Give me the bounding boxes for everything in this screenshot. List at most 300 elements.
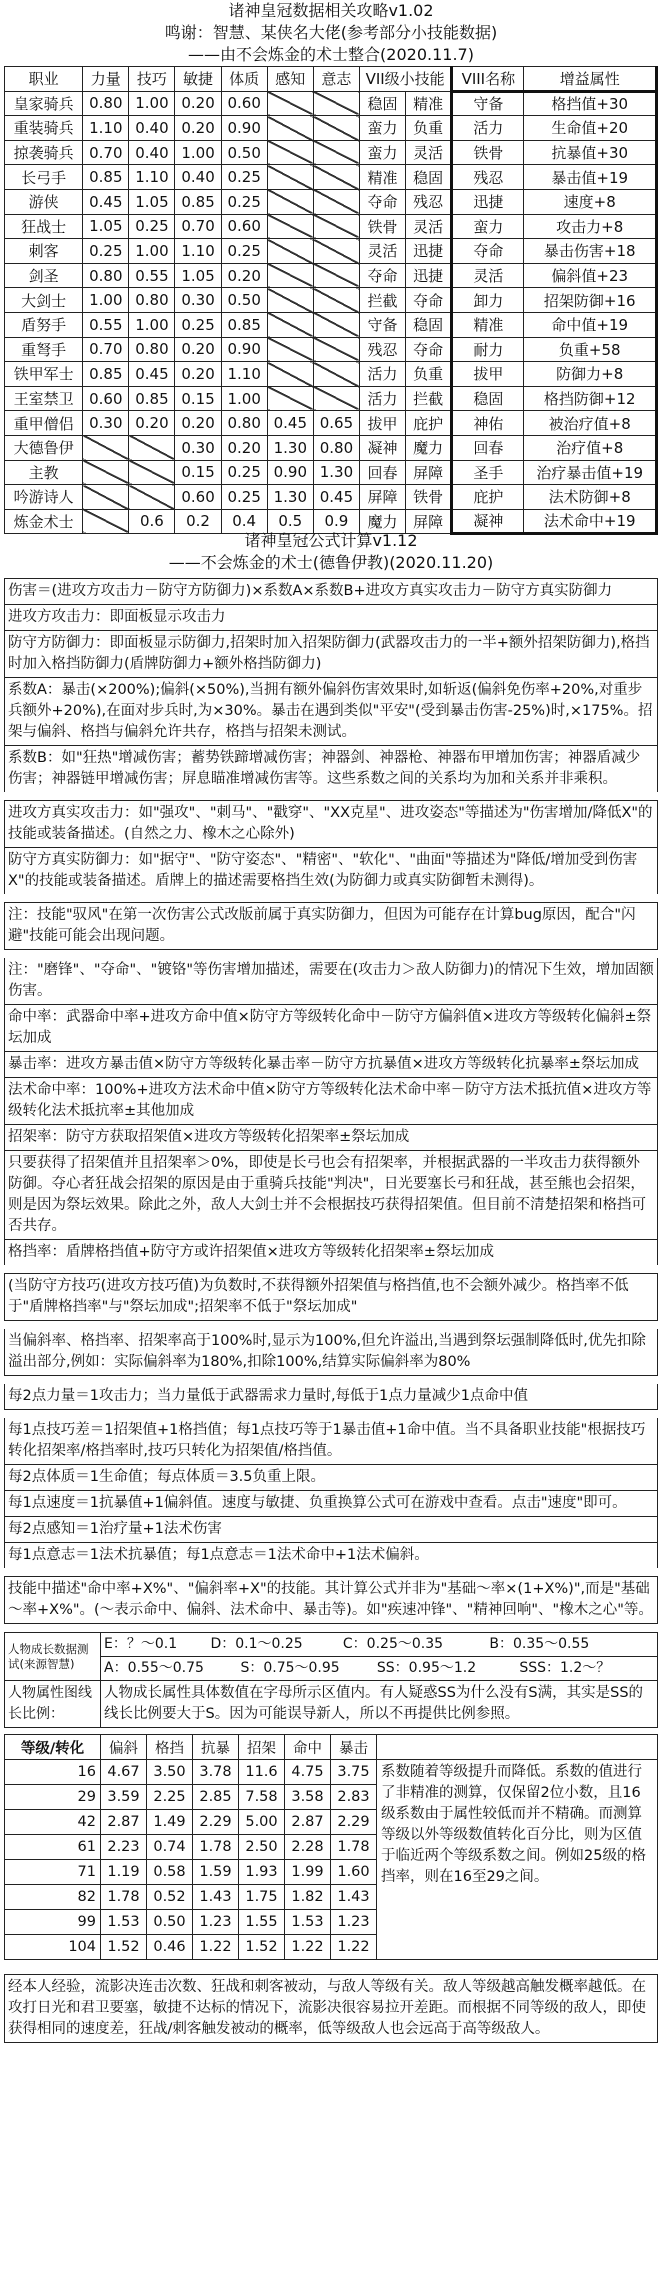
t1-row [5,411,657,436]
t1-cell: 夺命 [406,337,452,362]
t1-header-cell: 力量 [83,67,129,92]
formula-paragraph: (当防守方技巧(进攻方技巧值)为负数时,不获得额外招架值与格挡值,也不会额外减少。格挡率不低于"盾牌格挡率"与"祭坛加成";招架率不低于"祭坛加成" [4,1273,658,1321]
t1-cell: 0.90 [221,337,267,362]
formula-paragraph: 每2点感知＝1治疗量+1法术伤害 [4,1516,658,1542]
t1-cell: 0.20 [175,116,221,141]
t1-cell: 0.80 [83,263,129,288]
t1-cell: 拦截 [359,288,405,313]
t1-header-cell: VII级小技能 [359,67,451,92]
t3-cell: 0.52 [147,1885,193,1910]
t1-cell [313,165,359,190]
t3-header-cell: 暴击 [331,1735,377,1760]
t3-cell: 3.75 [331,1760,377,1785]
t1-cell: 法术命中+19 [524,509,657,534]
t1-cell: 炼金术士 [5,509,83,534]
t1-cell [129,460,175,485]
t1-cell [313,140,359,165]
t1-cell: 耐力 [452,337,524,362]
formula-paragraph: 系数A：暴击(×200%);偏斜(×50%),当拥有额外偏斜伤害效果时,如斩返(偏斜免伤率+20%,对重步兵额外+20%),在面对步兵时,为×30%。暴击在遇到类似"平安"(受到暴击伤害-25%)时,×175%。招架与偏斜、格挡与偏斜允许共存，格挡与招架未测试。 [4,677,658,745]
t1-row [5,312,657,337]
t1-cell: 生命值+20 [524,116,657,141]
t1-cell: 迅捷 [406,263,452,288]
t1-cell: 1.00 [83,288,129,313]
t1-cell: 0.80 [129,288,175,313]
t1-cell: 0.85 [129,386,175,411]
t1-cell: 蛮力 [359,140,405,165]
t1-cell: 0.9 [313,509,359,534]
conversion-note: 系数随着等级提升而降低。系数的值进行了非精准的测算，仅保留2位小数，且16级系数由于属性较低而并不精确。而测算等级以外等级数值转化百分比，则为区值于临近两个等级系数之间。例如25级的格挡率，则在16至29之间。 [377,1760,658,1960]
t1-cell: 0.60 [221,91,267,116]
t1-cell: 格挡值+30 [524,91,657,116]
formula-paragraph: 命中率：武器命中率+进攻方命中值×防守方等级转化命中－防守方偏斜值×进攻方等级转化偏斜±祭坛加成 [4,1005,658,1051]
t1-header-cell: 敏捷 [175,67,221,92]
t1-cell: 0.85 [175,189,221,214]
t1-cell: 0.25 [221,189,267,214]
t1-cell: 灵活 [406,214,452,239]
t1-cell: 0.15 [175,386,221,411]
footer-note: 经本人经验，流影决连击次数、狂战和刺客被动，与敌人等级有关。敌人等级越高触发概率越低。在攻打日光和君卫要塞，敏捷不达标的情况下，流影决很容易拉开差距。而根据不同等级的敌人，即使获得相同的速度差，狂战/刺客触发被动的概率，低等级敌人也会远高于高等级敌人。 [4,1974,658,2043]
t1-row [5,214,657,239]
t1-cell: 0.40 [129,116,175,141]
t3-cell: 2.29 [193,1810,239,1835]
t3-cell: 3.78 [193,1760,239,1785]
t1-cell: 0.70 [83,140,129,165]
t1-cell: 治疗暴击值+19 [524,460,657,485]
t1-cell: 0.5 [267,509,313,534]
t1-header-cell: 增益属性 [524,67,657,92]
t1-row [5,386,657,411]
t3-cell: 104 [5,1935,101,1960]
acknowledgement: 鸣谢：智慧、某侠名大佬(参考部分小技能数据) [164,23,498,42]
growth-tiers-row-1 [101,1633,658,1657]
t1-cell: 暴击值+19 [524,165,657,190]
t1-cell: 精准 [406,91,452,116]
formula-paragraph: 每1点技巧差＝1招架值+1格挡值；每1点技巧等于1暴击值+1命中值。当不具备职业技能"根据技巧转化招架率/格挡率时,技巧只转化为招架值/格挡值。 [4,1418,658,1465]
formula-paragraph: 技能中描述"命中率+X%"、"偏斜率+X"的技能。其计算公式并非为"基础～率×(1+X%)",而是"基础～率+X%"。(～表示命中、偏斜、法术命中、暴击等)。如"疾速冲锋"、"精神回响"、"橡木之心"等。 [4,1576,658,1624]
t3-header-cell: 命中 [285,1735,331,1760]
t3-cell: 1.22 [285,1935,331,1960]
t3-cell: 1.55 [239,1910,285,1935]
t1-cell: 1.00 [129,91,175,116]
t1-cell: 格挡防御+12 [524,386,657,411]
t1-cell: 庇护 [406,411,452,436]
t1-cell: 王室禁卫 [5,386,83,411]
t1-row [5,460,657,485]
t1-cell: 命中值+19 [524,312,657,337]
t1-cell [83,485,129,510]
t1-cell: 抗暴值+30 [524,140,657,165]
t3-header-cell: 偏斜 [101,1735,147,1760]
t1-cell: 蛮力 [359,116,405,141]
t1-cell: 铁甲军士 [5,362,83,387]
t1-cell: 拔甲 [359,411,405,436]
t1-cell: 屏障 [406,509,452,534]
formula-paragraph: 暴击率：进攻方暴击值×防守方等级转化暴击率－防守方抗暴值×进攻方等级转化抗暴率±祭坛加成 [4,1051,658,1077]
t1-cell: 负重 [406,362,452,387]
t1-cell: 稳固 [359,91,405,116]
t1-cell: 0.2 [175,509,221,534]
t1-cell: 1.05 [83,214,129,239]
t1-row [5,337,657,362]
t1-cell: 重装骑兵 [5,116,83,141]
t1-cell: 暴击伤害+18 [524,239,657,264]
t1-row [5,165,657,190]
t1-cell: 0.50 [221,288,267,313]
t3-cell: 1.78 [331,1835,377,1860]
t1-cell: 卸力 [452,288,524,313]
tier-e: E：？～0.1 [104,1636,178,1652]
t1-header-cell: 技巧 [129,67,175,92]
t1-cell: 游侠 [5,189,83,214]
t3-cell: 11.6 [239,1760,285,1785]
t1-row [5,239,657,264]
t3-cell: 1.93 [239,1860,285,1885]
t1-cell [267,337,313,362]
t3-cell: 1.19 [101,1860,147,1885]
growth-label-2: 人物属性图线长比例： [5,1681,101,1728]
formula-paragraph: 格挡率：盾牌格挡值+防守方或许招架值×进攻方等级转化招架率±祭坛加成 [4,1239,658,1265]
t3-header-cell: 格挡 [147,1735,193,1760]
t1-cell: 0.20 [175,91,221,116]
t3-cell: 1.82 [285,1885,331,1910]
t1-cell: 0.15 [175,460,221,485]
t1-cell: 0.90 [267,460,313,485]
t1-cell: 0.65 [313,411,359,436]
t3-cell: 1.53 [101,1910,147,1935]
t1-cell: 1.00 [129,312,175,337]
t1-cell: 残忍 [406,189,452,214]
t1-cell: 守备 [452,91,524,116]
t1-cell: 1.30 [313,460,359,485]
t1-cell: 0.45 [313,485,359,510]
t1-cell: 被治疗值+8 [524,411,657,436]
t3-cell: 42 [5,1810,101,1835]
t1-cell: 0.40 [175,165,221,190]
formula-paragraph: 只要获得了招架值并且招架率＞0%，即使是长弓也会有招架率，并根据武器的一半攻击力获得额外防御。夺心者狂战会招架的原因是由于重骑兵技能"判决"，日光要塞长弓和狂战，甚至熊也会招架，则是因为祭坛效果。除此之外，敌人大剑士并不会根据技巧获得招架值。但目前不清楚招架和格挡可否共存。 [4,1150,658,1239]
t3-cell: 0.58 [147,1860,193,1885]
t3-cell: 1.49 [147,1810,193,1835]
t1-cell: 夺命 [452,239,524,264]
t1-cell: 0.60 [221,214,267,239]
t1-cell: 庇护 [452,485,524,510]
author-line-1: ——由不会炼金的术士整合(2020.11.7) [188,45,474,64]
t3-cell: 3.58 [285,1785,331,1810]
t1-row [5,288,657,313]
formula-paragraph: 每2点力量＝1攻击力；当力量低于武器需求力量时,每低于1点力量减少1点命中值 [4,1384,658,1410]
t1-cell: 屏障 [359,485,405,510]
t3-cell: 2.87 [101,1810,147,1835]
t1-cell: 拔甲 [452,362,524,387]
t1-cell: 0.90 [221,116,267,141]
t1-cell: 迅捷 [452,189,524,214]
tier-b: B：0.35～0.55 [489,1636,590,1652]
t1-cell: 铁骨 [359,214,405,239]
t1-cell: 精准 [359,165,405,190]
t1-row [5,263,657,288]
t1-cell [267,91,313,116]
t1-cell [313,288,359,313]
t3-cell: 1.78 [101,1885,147,1910]
t1-cell: 1.00 [129,239,175,264]
t1-cell: 偏斜值+23 [524,263,657,288]
t3-cell: 0.74 [147,1835,193,1860]
t1-cell [129,485,175,510]
t1-cell: 0.25 [221,485,267,510]
t1-cell: 重甲僧侣 [5,411,83,436]
t1-cell: 精准 [452,312,524,337]
t3-cell: 5.00 [239,1810,285,1835]
t3-cell: 2.50 [239,1835,285,1860]
t1-cell [313,362,359,387]
tier-a: A：0.55～0.75 [104,1660,204,1676]
t3-cell: 2.23 [101,1835,147,1860]
t1-cell: 1.10 [129,165,175,190]
formula-header [4,530,658,574]
formula-section [4,530,658,2043]
t1-cell: 守备 [359,312,405,337]
t1-cell: 0.20 [129,411,175,436]
growth-description: 人物成长属性具体数值在字母所示区值内。有人疑惑SS为什么没有S满，其实是SS的线长比例要大于S。因为可能误导新人，所以不再提供比例参照。 [101,1681,658,1728]
formula-paragraph: 伤害＝(进攻方攻击力－防守方防御力)×系数A×系数B+进攻方真实攻击力－防守方真实防御力 [4,578,658,604]
t3-cell: 16 [5,1760,101,1785]
t1-cell: 屏障 [406,460,452,485]
t3-cell: 4.67 [101,1760,147,1785]
t3-cell: 1.43 [331,1885,377,1910]
t3-cell: 0.46 [147,1935,193,1960]
t3-cell: 2.87 [285,1810,331,1835]
t1-cell [83,435,129,460]
t1-cell: 0.25 [221,239,267,264]
t1-cell: 0.25 [221,165,267,190]
t3-cell: 4.75 [285,1760,331,1785]
tier-sss: SSS：1.2～？ [519,1660,611,1676]
formula-paragraph: 防守方真实防御力：如"据守"、"防守姿态"、"精密"、"软化"、"曲面"等描述为"降低/增加受到伤害X"的技能或装备描述。盾牌上的描述需要格挡生效(为防御力或真实防御暂未测得)。 [4,848,658,894]
t3-cell: 99 [5,1910,101,1935]
t3-cell: 2.29 [331,1810,377,1835]
level-conversion-table [4,1734,658,1960]
formula-paragraph: 注：技能"驭风"在第一次伤害公式改版前属于真实防御力，但因为可能存在计算bug原因，配合"闪避"技能可能会出现问题。 [4,902,658,950]
t1-cell: 0.20 [221,435,267,460]
t1-cell: 剑圣 [5,263,83,288]
t1-cell [129,435,175,460]
t1-cell: 负重+58 [524,337,657,362]
t3-cell: 1.22 [331,1935,377,1960]
formula-paragraph: 进攻方攻击力：即面板显示攻击力 [4,604,658,630]
t1-cell: 铁骨 [452,140,524,165]
formula-paragraph: 当偏斜率、格挡率、招架率高于100%时,显示为100%,但允许溢出,当遇到祭坛强制降低时,优先扣除溢出部分,例如：实际偏斜率为180%,扣除100%,结算实际偏斜率为80% [4,1329,658,1376]
growth-label: 人物成长数据测试(来源智慧) [5,1633,101,1681]
t1-cell: 圣手 [452,460,524,485]
t1-cell: 0.20 [175,337,221,362]
t1-cell: 0.45 [129,362,175,387]
t3-row [5,1760,658,1785]
t1-cell: 0.60 [83,386,129,411]
t1-cell [267,386,313,411]
formula-paragraph: 法术命中率：100%+进攻方法术命中值×防守方等级转化法术命中率－防守方法术抵抗值×进攻方等级转化法术抵抗率±其他加成 [4,1077,658,1124]
t3-cell: 1.78 [193,1835,239,1860]
t1-row [5,485,657,510]
t3-header-cell: 招架 [239,1735,285,1760]
t1-cell: 大剑士 [5,288,83,313]
t1-header-cell: 意志 [313,67,359,92]
t1-cell: 0.50 [221,140,267,165]
t1-cell: 魔力 [406,435,452,460]
t1-cell: 1.30 [267,485,313,510]
tier-s: S：0.75～0.95 [240,1660,340,1676]
header-block [0,0,662,66]
t1-cell [313,214,359,239]
growth-tiers-row-2 [101,1657,658,1681]
formula-paragraph: 进攻方真实攻击力：如"强攻"、"刺马"、"戳穿"、"XX克星"、进攻姿态"等描述为"伤害增加/降低X"的技能或装备描述。(自然之力、橡木之心除外) [4,800,658,848]
doc-title-1: 诸神皇冠数据相关攻略v1.02 [228,1,434,20]
formula-paragraph: 注："磨锋"、"夺命"、"镀铬"等伤害增加描述，需要在(攻击力＞敌人防御力)的情况下生效，增加固额伤害。 [4,958,658,1005]
t1-cell: 稳固 [406,165,452,190]
t1-cell: 活力 [359,386,405,411]
t1-cell: 皇家骑兵 [5,91,83,116]
t1-cell: 凝神 [359,435,405,460]
t1-cell: 神佑 [452,411,524,436]
t3-cell: 71 [5,1860,101,1885]
t1-cell: 凝神 [452,509,524,534]
t3-header-cell: 等级/转化 [5,1735,101,1760]
t3-cell: 1.60 [331,1860,377,1885]
t3-cell: 1.23 [331,1910,377,1935]
formula-paragraph: 每1点速度＝1抗暴值+1偏斜值。速度与敏捷、负重换算公式可在游戏中查看。点击"速度"即可。 [4,1490,658,1516]
t1-cell: 0.85 [83,362,129,387]
t1-cell: 残忍 [359,337,405,362]
t1-cell [313,386,359,411]
t1-cell: 1.30 [267,435,313,460]
t3-cell: 2.28 [285,1835,331,1860]
t3-cell: 1.75 [239,1885,285,1910]
t1-row [5,362,657,387]
t3-cell: 1.53 [285,1910,331,1935]
t3-header-cell: 抗暴 [193,1735,239,1760]
t1-cell: 0.25 [129,214,175,239]
t1-cell: 攻击力+8 [524,214,657,239]
t1-cell: 0.80 [129,337,175,362]
t3-cell: 61 [5,1835,101,1860]
t1-cell: 活力 [452,116,524,141]
t1-cell: 1.05 [175,263,221,288]
t3-cell: 1.43 [193,1885,239,1910]
tier-ss: SS：0.95～1.2 [376,1660,477,1676]
t3-cell: 3.50 [147,1760,193,1785]
t1-cell: 魔力 [359,509,405,534]
t1-cell [267,189,313,214]
t1-cell: 0.30 [175,288,221,313]
t1-cell: 防御力+8 [524,362,657,387]
t1-cell: 盾努手 [5,312,83,337]
t1-cell [83,460,129,485]
t1-cell [267,362,313,387]
t3-cell: 2.83 [331,1785,377,1810]
t1-cell: 活力 [359,362,405,387]
growth-table [4,1632,658,1728]
t1-cell: 夺命 [359,263,405,288]
t1-header-cell: 感知 [267,67,313,92]
t1-cell: 刺客 [5,239,83,264]
t1-cell: 灵活 [359,239,405,264]
t1-cell: 灵活 [406,140,452,165]
t1-cell: 0.4 [221,509,267,534]
t1-cell: 迅捷 [406,239,452,264]
t1-cell: 铁骨 [406,485,452,510]
t1-row [5,91,657,116]
formula-paragraph: 每1点意志＝1法术抗暴值；每1点意志＝1法术命中+1法术偏斜。 [4,1542,658,1568]
class-stats-table [4,66,658,535]
t1-cell: 稳固 [406,312,452,337]
t1-header-cell: 体质 [221,67,267,92]
t3-cell: 2.25 [147,1785,193,1810]
t1-cell: 0.20 [175,362,221,387]
t1-cell: 0.25 [221,460,267,485]
t1-cell [313,91,359,116]
t1-cell: 0.30 [175,435,221,460]
formula-paragraph: 防守方防御力：即面板显示防御力,招架时加入招架防御力(武器攻击力的一半+额外招架防御力),格挡时加入格挡防御力(盾牌防御力+额外格挡防御力) [4,630,658,677]
t1-cell: 残忍 [452,165,524,190]
t1-cell: 蛮力 [452,214,524,239]
t1-cell: 狂战士 [5,214,83,239]
formula-paragraph: 招架率：防守方获取招架值×进攻方等级转化招架率±祭坛加成 [4,1124,658,1150]
t1-cell: 0.80 [83,91,129,116]
doc-title-2: 诸神皇冠公式计算v1.12 [244,531,418,550]
t3-cell: 3.59 [101,1785,147,1810]
t3-cell: 1.99 [285,1860,331,1885]
t3-cell: 7.58 [239,1785,285,1810]
t1-cell: 0.45 [267,411,313,436]
t1-cell [267,165,313,190]
t1-cell: 法术防御+8 [524,485,657,510]
t1-row [5,140,657,165]
t1-cell: 1.05 [129,189,175,214]
t1-cell: 0.20 [175,411,221,436]
t1-cell: 0.70 [83,337,129,362]
t1-cell: 0.45 [83,189,129,214]
t1-cell: 0.20 [221,263,267,288]
t1-cell: 0.60 [175,485,221,510]
t1-cell: 吟游诗人 [5,485,83,510]
author-line-2: ——不会炼金的术士(德鲁伊教)(2020.11.20) [168,553,494,572]
t1-header-cell: VIII名称 [452,67,524,92]
t1-cell: 0.6 [129,509,175,534]
t1-cell: 1.00 [221,386,267,411]
t3-cell: 1.23 [193,1910,239,1935]
t1-cell [267,263,313,288]
t1-cell [313,116,359,141]
t3-cell: 1.52 [101,1935,147,1960]
t1-cell: 大德鲁伊 [5,435,83,460]
t1-cell [267,239,313,264]
t1-cell: 0.25 [175,312,221,337]
t3-cell: 1.59 [193,1860,239,1885]
t1-cell: 主教 [5,460,83,485]
t3-cell: 1.22 [193,1935,239,1960]
formula-paragraphs [4,578,658,1624]
t1-cell [267,140,313,165]
t1-cell: 0.25 [83,239,129,264]
t3-cell: 2.85 [193,1785,239,1810]
t1-cell [313,312,359,337]
t1-cell: 0.55 [83,312,129,337]
t1-cell [313,189,359,214]
t1-cell: 回春 [452,435,524,460]
formula-paragraph: 每2点体质＝1生命值；每点体质＝3.5负重上限。 [4,1465,658,1490]
t1-row [5,189,657,214]
t1-cell: 0.85 [83,165,129,190]
t3-cell: 1.52 [239,1935,285,1960]
t1-cell: 拦截 [406,386,452,411]
